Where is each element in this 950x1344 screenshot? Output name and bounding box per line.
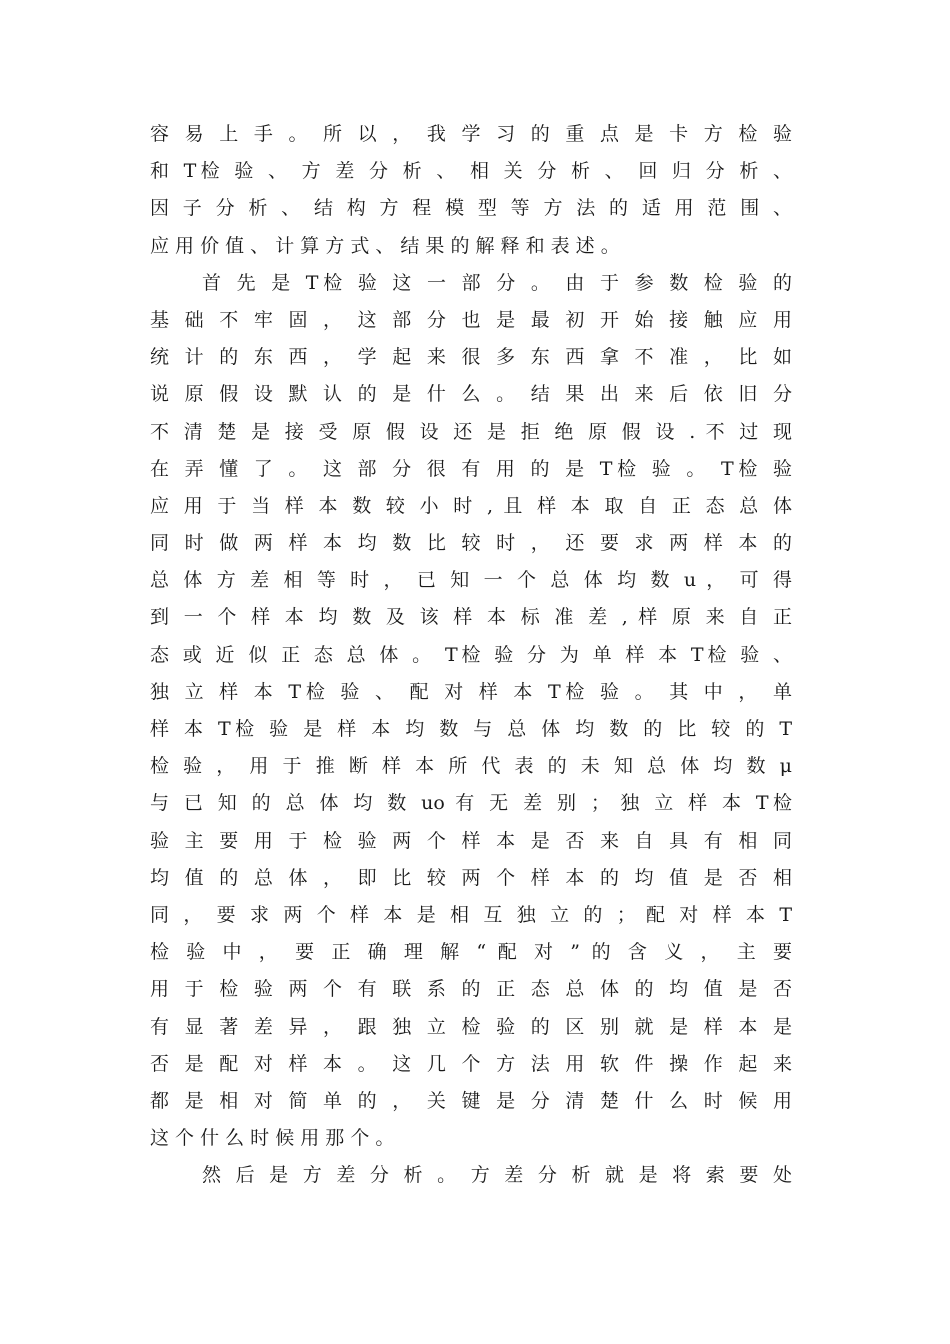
- text-line: 样 本 T检 验 是 样 本 均 数 与 总 体 均 数 的 比 较 的 T: [150, 718, 792, 740]
- text-line: 独 立 样 本 T检 验 、 配 对 样 本 T检 验 。 其 中 ， 单: [150, 680, 792, 703]
- document-body: [150, 116, 792, 1194]
- paragraph-first-line: 首 先 是 T检 验 这 一 部 分 。 由 于 参 数 检 验 的: [202, 271, 792, 294]
- text-line: 用 于 检 验 两 个 有 联 系 的 正 态 总 体 的 均 值 是 否: [150, 978, 792, 1001]
- text-line: 应 用 于 当 样 本 数 较 小 时 , 且 样 本 取 自 正 态 总 体: [150, 494, 792, 517]
- text-line: 应 用 价 值 、 计 算 方 式 、 结 果 的 解 释 和 表 述 。: [150, 234, 620, 257]
- text-line: 说 原 假 设 默 认 的 是 什 么 。 结 果 出 来 后 依 旧 分: [150, 383, 792, 406]
- text-line: 有 显 著 差 异 ， 跟 独 立 检 验 的 区 别 就 是 样 本 是: [150, 1015, 792, 1038]
- text-line: 这 个 什 么 时 候 用 那 个 。: [150, 1127, 395, 1150]
- text-line: 同 时 做 两 样 本 均 数 比 较 时 ， 还 要 求 两 样 本 的: [150, 532, 792, 555]
- text-line: 统 计 的 东 西 ， 学 起 来 很 多 东 西 拿 不 准 ， 比 如: [150, 346, 792, 369]
- text-line: 不 清 楚 是 接 受 原 假 设 还 是 拒 绝 原 假 设 . 不 过 现: [150, 420, 792, 443]
- text-line: 容 易 上 手 。 所 以 ， 我 学 习 的 重 点 是 卡 方 检 验: [150, 123, 792, 145]
- paragraph-first-line: 然 后 是 方 差 分 析 。 方 差 分 析 就 是 将 索 要 处: [202, 1164, 792, 1187]
- text-line: 同 ， 要 求 两 个 样 本 是 相 互 独 立 的 ； 配 对 样 本 T: [150, 903, 792, 926]
- text-line: 检 验 中 ， 要 正 确 理 解 “ 配 对 ” 的 含 义 ， 主 要: [150, 941, 792, 964]
- text-line: 在 弄 懂 了 。 这 部 分 很 有 用 的 是 T检 验 。 T检 验: [150, 457, 792, 480]
- text-line: 检 验 ， 用 于 推 断 样 本 所 代 表 的 未 知 总 体 均 数 μ: [150, 755, 792, 778]
- text-line: 基 础 不 牢 固 ， 这 部 分 也 是 最 初 开 始 接 触 应 用: [150, 308, 792, 331]
- text-line: 因 子 分 析 、 结 构 方 程 模 型 等 方 法 的 适 用 范 围 、: [150, 197, 792, 220]
- text-line: 均 值 的 总 体 ， 即 比 较 两 个 样 本 的 均 值 是 否 相: [150, 866, 792, 889]
- text-line: 与 已 知 的 总 体 均 数 uo 有 无 差 别 ； 独 立 样 本 T检: [150, 792, 792, 815]
- text-line: 到 一 个 样 本 均 数 及 该 样 本 标 准 差 , 样 原 来 自 正: [150, 606, 792, 629]
- text-line: 和 T检 验 、 方 差 分 析 、 相 关 分 析 、 回 归 分 析 、: [150, 160, 792, 183]
- text-line: 总 体 方 差 相 等 时 ， 已 知 一 个 总 体 均 数 u ， 可 得: [150, 569, 792, 592]
- text-line: 都 是 相 对 简 单 的 ， 关 键 是 分 清 楚 什 么 时 候 用: [150, 1089, 792, 1112]
- text-line: 验 主 要 用 于 检 验 两 个 样 本 是 否 来 自 具 有 相 同: [150, 829, 792, 852]
- text-line: 否 是 配 对 样 本 。 这 几 个 方 法 用 软 件 操 作 起 来: [150, 1052, 792, 1075]
- text-line: 态 或 近 似 正 态 总 体 。 T检 验 分 为 单 样 本 T检 验 、: [150, 643, 792, 666]
